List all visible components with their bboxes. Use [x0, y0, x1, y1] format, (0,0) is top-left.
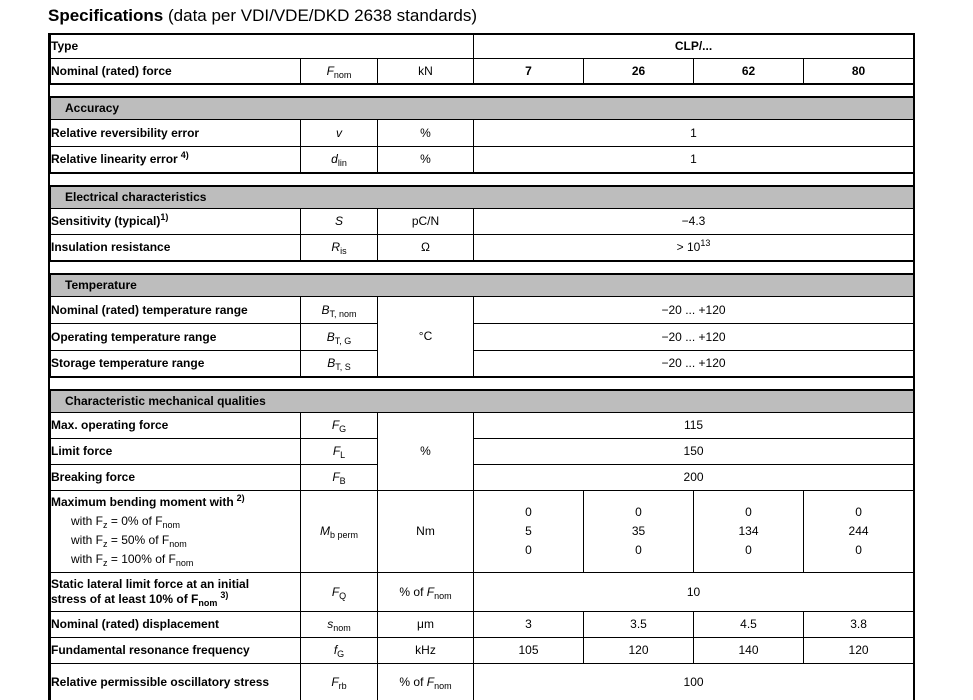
symbol-sub: T, G	[334, 335, 352, 346]
resonance-value-4: 120	[804, 637, 914, 663]
electrical-block	[50, 185, 914, 262]
symbol-sub: lin	[337, 158, 347, 169]
symbol-main: F	[326, 63, 334, 78]
linearity-row	[51, 146, 914, 173]
reversibility-value: 1	[474, 119, 914, 146]
section-header-label: Electrical characteristics	[51, 186, 914, 208]
bending-moment-symbol	[301, 490, 378, 572]
label-text: Relative linearity error	[51, 152, 178, 167]
section-header-accuracy	[51, 97, 914, 119]
temp-storage-row	[51, 350, 914, 377]
sensitivity-unit: pC/N	[378, 208, 474, 234]
temp-nominal-row	[51, 296, 914, 323]
linearity-unit: %	[378, 146, 474, 173]
linearity-value: 1	[474, 146, 914, 173]
bending-subline-2	[71, 550, 300, 569]
symbol-main: F	[331, 418, 340, 432]
displacement-symbol	[301, 611, 378, 637]
symbol-main: F	[332, 470, 340, 484]
label-line-2	[51, 589, 300, 608]
symbol-main: s	[327, 617, 334, 631]
oscillatory-row	[51, 663, 914, 700]
nominal-force-symbol	[301, 58, 378, 84]
symbol-sub: B	[339, 476, 346, 486]
subline-sub: nom	[169, 539, 187, 549]
subline-sub: z	[103, 520, 108, 530]
symbol-main: B	[321, 302, 330, 317]
symbol-sub: b perm	[329, 530, 358, 540]
symbol-main: S	[334, 214, 343, 228]
insulation-unit: Ω	[378, 234, 474, 261]
section-header-label: Characteristic mechanical qualities	[51, 390, 914, 412]
series-label: CLP/...	[474, 35, 914, 58]
cell-value: 0	[635, 504, 642, 519]
unit-text: % of	[399, 675, 427, 690]
breaking-force-row	[51, 464, 914, 490]
bending-values-col-4	[804, 490, 914, 572]
footnote-ref: 3)	[220, 589, 229, 600]
page-title-main: Specifications	[48, 6, 164, 25]
section-header-label: Temperature	[51, 274, 914, 296]
temp-operating-label: Operating temperature range	[51, 323, 301, 350]
limit-force-symbol	[301, 438, 378, 464]
limit-force-label: Limit force	[51, 438, 301, 464]
symbol-main: M	[319, 524, 330, 538]
static-lateral-symbol	[301, 572, 378, 611]
temperature-block	[50, 273, 914, 378]
breaking-force-value: 200	[474, 464, 914, 490]
cell-value: 244	[848, 523, 869, 538]
model-col-3: 62	[694, 58, 804, 84]
bending-subline-1	[71, 531, 300, 550]
resonance-label: Fundamental resonance frequency	[51, 637, 301, 663]
resonance-value-2: 120	[584, 637, 694, 663]
bending-moment-title	[51, 493, 300, 512]
unit-sub: nom	[434, 681, 452, 692]
cell-value: 5	[525, 523, 532, 538]
symbol-sub: is	[340, 246, 347, 257]
section-header-temperature	[51, 274, 914, 296]
label-sub: nom	[198, 597, 218, 608]
subline-sub: z	[103, 539, 108, 549]
bending-values-col-3	[694, 490, 804, 572]
label-text: Sensitivity (typical)	[51, 214, 161, 228]
symbol-sub: nom	[333, 69, 352, 80]
temp-operating-symbol	[301, 323, 378, 350]
insulation-value	[474, 234, 914, 261]
temp-nominal-label: Nominal (rated) temperature range	[51, 296, 301, 323]
cell-value: 35	[631, 523, 646, 538]
symbol-main: R	[331, 240, 341, 255]
linearity-symbol	[301, 146, 378, 173]
symbol-main: B	[326, 329, 335, 344]
breaking-force-symbol	[301, 464, 378, 490]
reversibility-row	[51, 119, 914, 146]
subline-sub: nom	[162, 520, 181, 530]
bending-subline-0	[71, 512, 300, 531]
cell-value: 0	[855, 504, 862, 519]
symbol-sub: rb	[338, 681, 347, 692]
temperature-unit: °C	[378, 296, 474, 377]
oscillatory-label: Relative permissible oscillatory stress	[51, 663, 301, 700]
subline-sub: nom	[175, 558, 194, 568]
max-operating-force-label: Max. operating force	[51, 412, 301, 438]
unit-symbol: F	[426, 675, 435, 690]
subline-text: with F	[71, 533, 104, 547]
cell-value: 0	[525, 542, 532, 557]
symbol-main: v	[336, 125, 342, 140]
static-lateral-value: 10	[474, 572, 914, 611]
oscillatory-unit	[378, 663, 474, 700]
cell-value: 134	[738, 523, 759, 538]
bending-values-col-1	[474, 490, 584, 572]
max-operating-force-value: 115	[474, 412, 914, 438]
subline-text: = 0% of F	[107, 514, 163, 528]
symbol-sub: Q	[339, 590, 347, 601]
subline-sub: z	[103, 558, 108, 568]
header-block	[50, 35, 914, 85]
subline-text: = 100% of F	[107, 552, 176, 566]
sensitivity-label	[51, 208, 301, 234]
label-text: stress of at least 10% of F	[51, 591, 199, 606]
accuracy-block	[50, 96, 914, 174]
resonance-symbol	[301, 637, 378, 663]
subline-text: = 50% of F	[107, 533, 170, 547]
model-col-1: 7	[474, 58, 584, 84]
value-exponent: 13	[700, 238, 711, 249]
page-title-suffix: (data per VDI/VDE/DKD 2638 standards)	[168, 6, 477, 25]
unit-symbol: F	[426, 584, 435, 599]
symbol-sub: T, nom	[329, 308, 357, 319]
reversibility-label: Relative reversibility error	[51, 119, 301, 146]
sensitivity-symbol	[301, 208, 378, 234]
cell-value: 0	[525, 504, 532, 519]
temp-storage-value: −20 ... +120	[474, 350, 914, 377]
symbol-sub: T, S	[335, 362, 351, 373]
nominal-force-label: Nominal (rated) force	[51, 58, 301, 84]
symbol-sub: L	[340, 450, 346, 460]
displacement-value-4: 3.8	[804, 611, 914, 637]
forces-unit: %	[378, 412, 474, 490]
subline-text: with F	[71, 552, 104, 566]
symbol-main: B	[327, 356, 336, 371]
section-header-mechanical	[51, 390, 914, 412]
resonance-unit: kHz	[378, 637, 474, 663]
max-operating-force-row	[51, 412, 914, 438]
symbol-sub: G	[337, 649, 345, 659]
displacement-value-1: 3	[474, 611, 584, 637]
type-row	[51, 35, 914, 58]
section-spacer	[50, 174, 913, 185]
oscillatory-symbol	[301, 663, 378, 700]
insulation-label: Insulation resistance	[51, 234, 301, 261]
oscillatory-value: 100	[474, 663, 914, 700]
section-header-label: Accuracy	[51, 97, 914, 119]
section-spacer	[50, 85, 913, 96]
bending-values-col-2	[584, 490, 694, 572]
cell-value: 0	[855, 542, 862, 557]
displacement-row	[51, 611, 914, 637]
model-col-2: 26	[584, 58, 694, 84]
temp-operating-value: −20 ... +120	[474, 323, 914, 350]
symbol-main: F	[332, 444, 341, 458]
max-operating-force-symbol	[301, 412, 378, 438]
temp-operating-row	[51, 323, 914, 350]
resonance-value-1: 105	[474, 637, 584, 663]
breaking-force-label: Breaking force	[51, 464, 301, 490]
label-text: Maximum bending moment with	[51, 495, 234, 509]
bending-moment-label	[51, 490, 301, 572]
symbol-main: f	[333, 643, 338, 657]
displacement-unit: μm	[378, 611, 474, 637]
limit-force-row	[51, 438, 914, 464]
limit-force-value: 150	[474, 438, 914, 464]
static-lateral-label	[51, 572, 301, 611]
symbol-sub: G	[339, 424, 347, 434]
insulation-row	[51, 234, 914, 261]
displacement-value-2: 3.5	[584, 611, 694, 637]
section-spacer	[50, 378, 913, 389]
bending-moment-row	[51, 490, 914, 572]
cell-value: 0	[745, 542, 752, 557]
temp-nominal-value: −20 ... +120	[474, 296, 914, 323]
unit-text: % of	[399, 584, 427, 599]
label-line-1: Static lateral limit force at an initial	[51, 576, 250, 591]
symbol-sub: nom	[333, 623, 351, 633]
bending-moment-unit: Nm	[378, 490, 474, 572]
static-lateral-row	[51, 572, 914, 611]
subline-text: with F	[71, 514, 104, 528]
temp-storage-label: Storage temperature range	[51, 350, 301, 377]
insulation-symbol	[301, 234, 378, 261]
static-lateral-unit	[378, 572, 474, 611]
nominal-force-row	[51, 58, 914, 84]
reversibility-symbol	[301, 119, 378, 146]
symbol-main: F	[331, 675, 339, 690]
spec-table	[48, 33, 915, 700]
sensitivity-row	[51, 208, 914, 234]
symbol-main: F	[331, 584, 340, 599]
cell-value: 0	[745, 504, 752, 519]
symbol-main: d	[331, 152, 338, 167]
displacement-value-3: 4.5	[694, 611, 804, 637]
cell-value: 0	[635, 542, 642, 557]
footnote-ref: 2)	[236, 493, 245, 503]
page-title	[48, 6, 973, 26]
resonance-row	[51, 637, 914, 663]
type-label: Type	[51, 35, 474, 58]
nominal-force-unit: kN	[378, 58, 474, 84]
section-header-electrical	[51, 186, 914, 208]
resonance-value-3: 140	[694, 637, 804, 663]
section-spacer	[50, 262, 913, 273]
reversibility-unit: %	[378, 119, 474, 146]
displacement-label: Nominal (rated) displacement	[51, 611, 301, 637]
unit-sub: nom	[434, 590, 452, 601]
value-text: > 10	[676, 240, 701, 255]
model-col-4: 80	[804, 58, 914, 84]
footnote-ref: 4)	[180, 150, 189, 161]
footnote-ref: 1)	[160, 212, 169, 222]
sensitivity-value: −4.3	[474, 208, 914, 234]
temp-nominal-symbol	[301, 296, 378, 323]
temp-storage-symbol	[301, 350, 378, 377]
mechanical-block	[50, 389, 914, 700]
linearity-label	[51, 146, 301, 173]
